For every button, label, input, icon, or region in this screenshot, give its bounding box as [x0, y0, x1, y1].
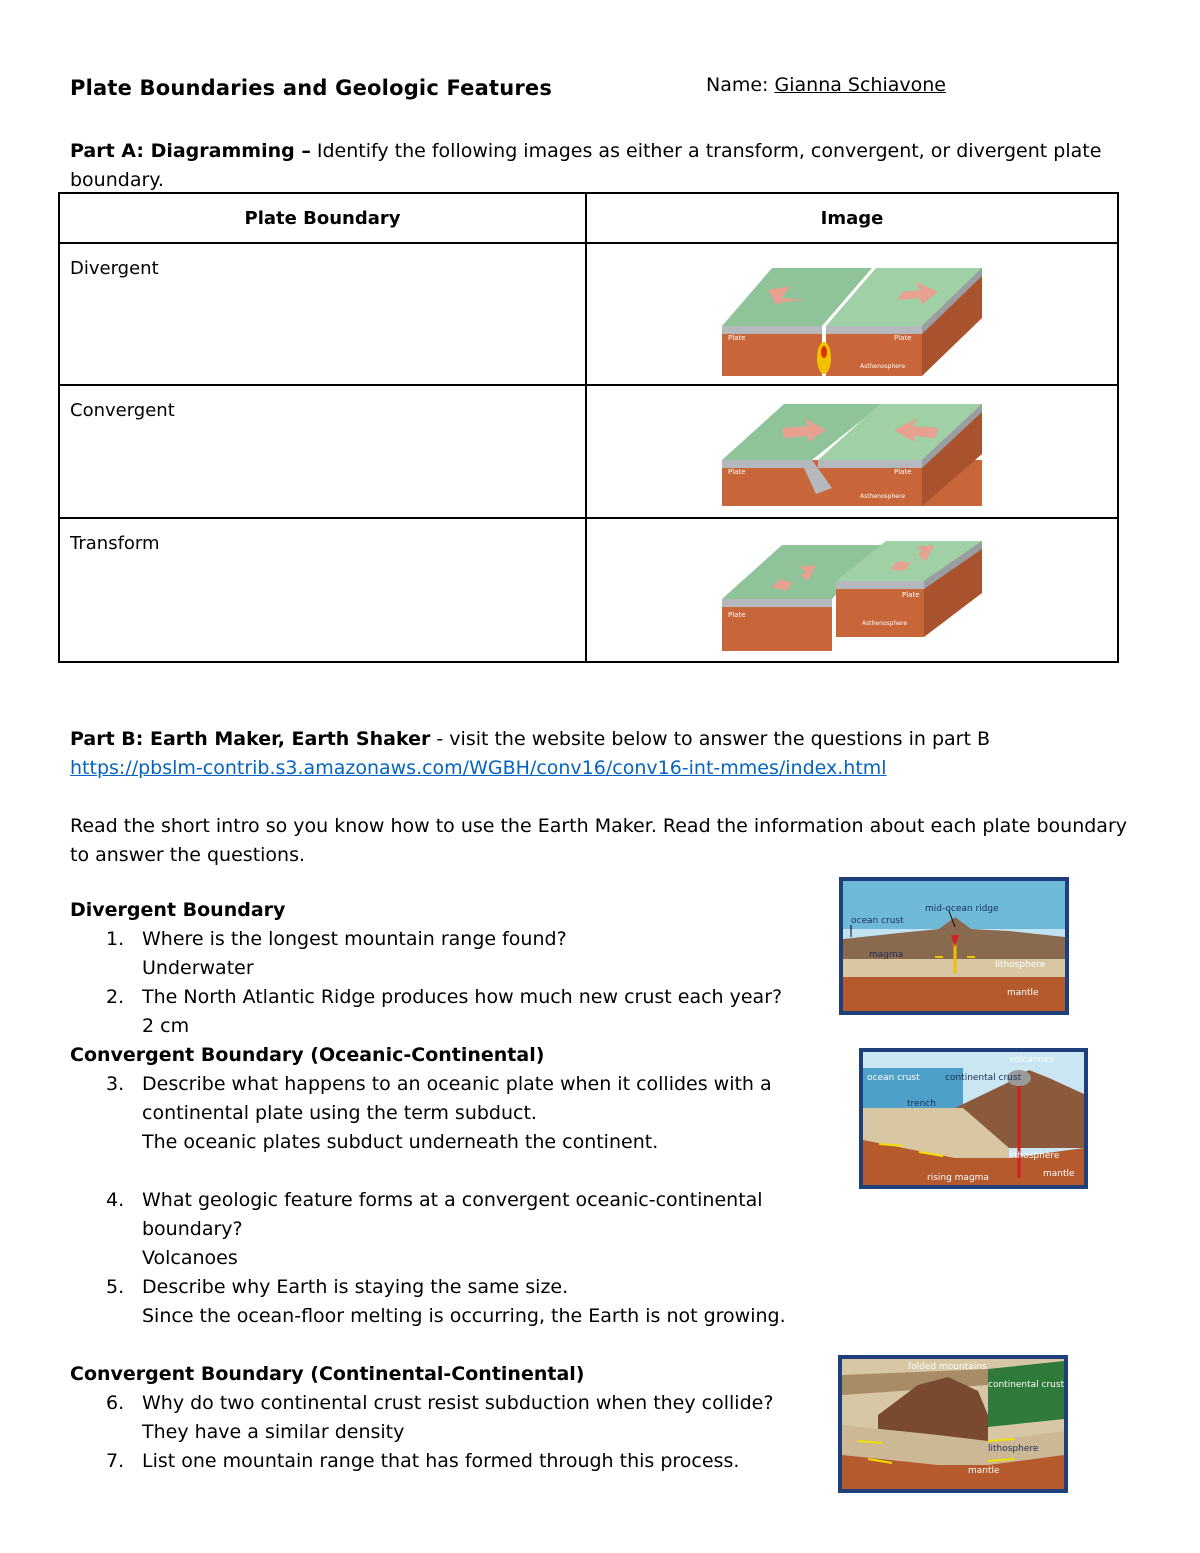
part-a-instruction: Identify the following images as either a transform, convergent, or divergent plate boundary. — [70, 140, 1102, 191]
question-text: Where is the longest mountain range found? — [142, 928, 567, 950]
question-number: 1. — [106, 928, 125, 950]
transform-diagram — [712, 537, 992, 655]
plate-boundary-table — [58, 192, 1119, 663]
continental-continental-figure — [838, 1355, 1068, 1493]
figure-label: continental crust — [988, 1380, 1065, 1390]
question-item — [70, 1070, 830, 1128]
table-header-row — [59, 193, 1118, 243]
part-a-dash: – — [301, 140, 311, 162]
figure-label: lithosphere — [995, 960, 1046, 970]
table-row — [59, 243, 1118, 385]
figure-label: mantle — [1007, 988, 1039, 998]
answer-text: Since the ocean-floor melting is occurring, the Earth is not growing. — [142, 1305, 786, 1327]
figure-label: lithosphere — [988, 1444, 1039, 1454]
plate-label: Plate — [894, 468, 912, 476]
plate-label: Plate — [894, 334, 912, 342]
question-number: 6. — [106, 1392, 125, 1414]
part-a-instructions — [70, 137, 1110, 195]
table-row — [59, 518, 1118, 662]
boundary-cell: Transform — [59, 518, 586, 662]
divergent-boundary-figure — [839, 877, 1069, 1015]
question-number: 5. — [106, 1276, 125, 1298]
answer-text: Underwater — [142, 957, 254, 979]
question-list — [70, 896, 830, 1476]
question-text: Describe why Earth is staying the same size. — [142, 1276, 569, 1298]
page-title: Plate Boundaries and Geologic Features — [70, 76, 553, 100]
part-b-label: Part B: Earth Maker, Earth Shaker — [70, 728, 431, 750]
boundary-cell: Divergent — [59, 243, 586, 385]
figure-label: continental crust — [945, 1073, 1022, 1083]
oceanic-continental-figure — [859, 1048, 1088, 1189]
plate-label: Plate — [728, 468, 746, 476]
figure-label: ocean crust — [867, 1073, 920, 1083]
question-item — [70, 1389, 830, 1418]
figure-label: magma — [869, 950, 904, 960]
part-b-instructions — [70, 725, 1130, 870]
question-number: 2. — [106, 986, 125, 1008]
part-b-intro: Read the short intro so you know how to use the Earth Maker. Read the information about each plate boundary to answer the questions. — [70, 815, 1128, 866]
divergent-diagram — [712, 260, 992, 380]
answer-text: Volcanoes — [142, 1247, 238, 1269]
question-text: Describe what happens to an oceanic plate when it collides with a continental plate using the term subduct. — [142, 1073, 772, 1124]
figure-label: lithosphere — [1009, 1151, 1060, 1161]
convergent-diagram — [712, 398, 992, 510]
column-header-plate-boundary: Plate Boundary — [59, 193, 586, 243]
asthenosphere-label: Asthenosphere — [860, 493, 906, 500]
figure-label: volcanoes — [1009, 1055, 1055, 1065]
plate-label: Plate — [728, 334, 746, 342]
figure-label: rising magma — [927, 1173, 989, 1183]
boundary-cell: Convergent — [59, 385, 586, 518]
figure-label: mantle — [968, 1466, 1000, 1476]
question-text: What geologic feature forms at a convergent oceanic-continental boundary? — [142, 1189, 763, 1240]
section-heading-oc: Convergent Boundary (Oceanic-Continental) — [70, 1044, 545, 1066]
question-item — [70, 925, 830, 954]
asthenosphere-label: Asthenosphere — [860, 363, 906, 370]
part-b-instruction: - visit the website below to answer the questions in part B — [430, 728, 991, 750]
earth-maker-link[interactable]: https://pbslm-contrib.s3.amazonaws.com/WGBH/conv16/conv16-int-mmes/index.html — [70, 757, 887, 779]
question-item — [70, 1447, 830, 1476]
figure-label: trench — [907, 1099, 936, 1109]
image-cell — [586, 243, 1118, 385]
name-line — [706, 74, 946, 96]
section-heading-divergent: Divergent Boundary — [70, 899, 286, 921]
plate-label: Plate — [902, 591, 920, 599]
question-text: The North Atlantic Ridge produces how much new crust each year? — [142, 986, 783, 1008]
column-header-image: Image — [586, 193, 1118, 243]
figure-label: mantle — [1043, 1169, 1075, 1179]
answer-text: 2 cm — [142, 1015, 190, 1037]
question-number: 4. — [106, 1189, 125, 1211]
question-item — [70, 1186, 830, 1244]
part-a-label: Part A: Diagramming — [70, 140, 302, 162]
figure-label: folded mountains — [908, 1362, 987, 1372]
table-row — [59, 385, 1118, 518]
image-cell — [586, 518, 1118, 662]
question-text: Why do two continental crust resist subduction when they collide? — [142, 1392, 774, 1414]
student-name: Gianna Schiavone — [774, 74, 946, 96]
section-heading-cc: Convergent Boundary (Continental-Continental) — [70, 1363, 585, 1385]
plate-label: Plate — [728, 611, 746, 619]
question-item — [70, 983, 830, 1012]
asthenosphere-label: Asthenosphere — [862, 620, 908, 627]
figure-label: ocean crust — [851, 916, 904, 926]
question-text: List one mountain range that has formed through this process. — [142, 1450, 740, 1472]
answer-text: They have a similar density — [142, 1421, 405, 1443]
question-number: 7. — [106, 1450, 125, 1472]
answer-text: The oceanic plates subduct underneath the continent. — [142, 1131, 659, 1153]
figure-label: mid-ocean ridge — [925, 904, 999, 914]
question-number: 3. — [106, 1073, 125, 1095]
name-label: Name: — [706, 74, 769, 96]
image-cell — [586, 385, 1118, 518]
question-item — [70, 1273, 830, 1302]
